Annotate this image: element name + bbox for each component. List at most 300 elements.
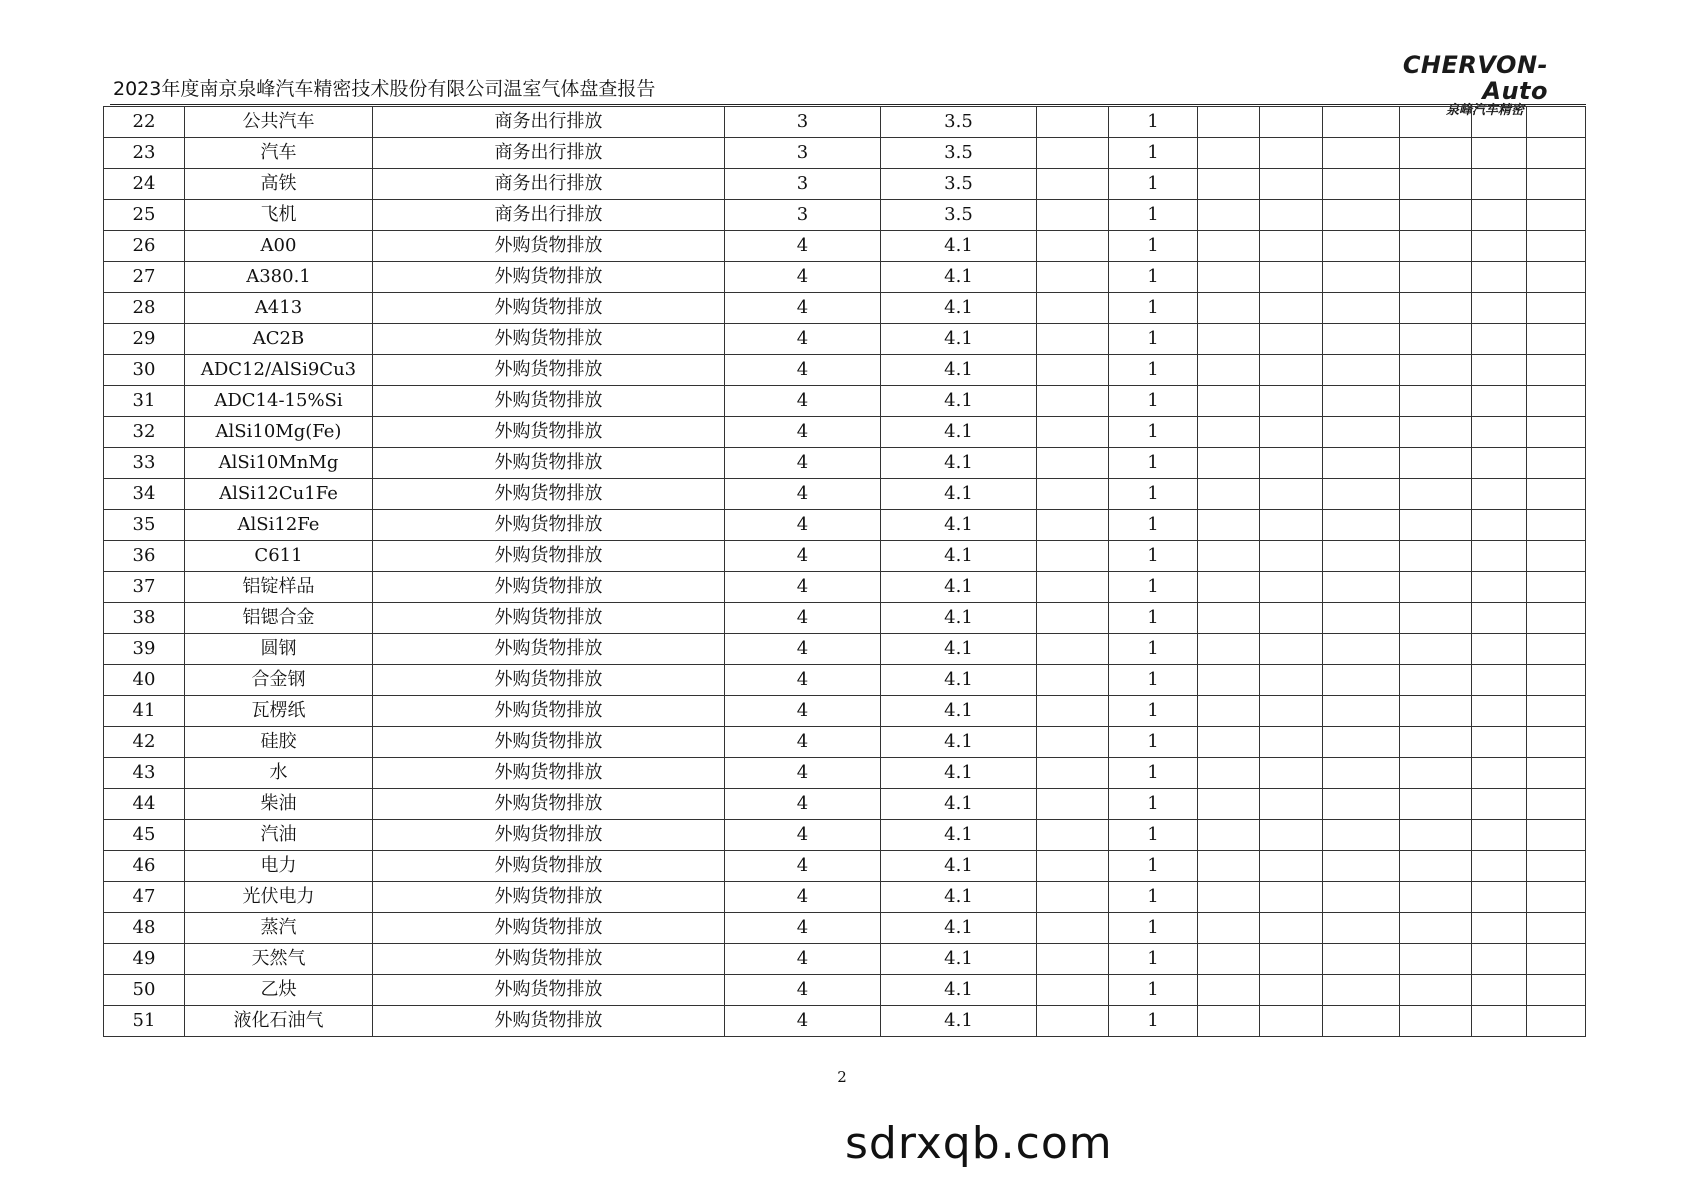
table-cell: 3.5 xyxy=(881,169,1037,200)
table-cell xyxy=(1527,448,1586,479)
table-cell: 4.1 xyxy=(881,603,1037,634)
table-row xyxy=(104,541,1586,572)
table-cell xyxy=(1198,510,1260,541)
table-cell: 外购货物排放 xyxy=(373,820,725,851)
table-cell: 外购货物排放 xyxy=(373,603,725,634)
table-cell: 46 xyxy=(104,851,185,882)
table-cell xyxy=(1472,603,1527,634)
table-cell xyxy=(1472,758,1527,789)
table-cell xyxy=(1260,293,1323,324)
table-cell: 1 xyxy=(1109,696,1198,727)
table-row xyxy=(104,169,1586,200)
table-cell: 4.1 xyxy=(881,1006,1037,1037)
table-cell xyxy=(1260,138,1323,169)
table-cell: 4.1 xyxy=(881,448,1037,479)
table-cell xyxy=(1198,696,1260,727)
table-cell: 外购货物排放 xyxy=(373,324,725,355)
table-cell xyxy=(1472,262,1527,293)
table-cell xyxy=(1400,417,1472,448)
table-cell xyxy=(1400,727,1472,758)
table-cell: 4.1 xyxy=(881,510,1037,541)
table-cell xyxy=(1400,572,1472,603)
table-cell xyxy=(1260,603,1323,634)
table-cell xyxy=(1323,882,1400,913)
table-cell: 1 xyxy=(1109,603,1198,634)
table-cell xyxy=(1198,262,1260,293)
table-cell: 4 xyxy=(725,1006,881,1037)
table-cell xyxy=(1037,789,1109,820)
table-cell: 41 xyxy=(104,696,185,727)
table-cell xyxy=(1037,293,1109,324)
table-cell xyxy=(1323,789,1400,820)
table-cell xyxy=(1198,479,1260,510)
table-cell xyxy=(1198,789,1260,820)
table-cell xyxy=(1037,696,1109,727)
table-cell xyxy=(1472,448,1527,479)
table-cell xyxy=(1527,603,1586,634)
table-cell xyxy=(1198,758,1260,789)
table-cell: 1 xyxy=(1109,262,1198,293)
table-cell xyxy=(1037,355,1109,386)
table-cell xyxy=(1198,975,1260,1006)
table-cell xyxy=(1037,448,1109,479)
table-cell xyxy=(1037,975,1109,1006)
table-cell xyxy=(1472,541,1527,572)
table-cell xyxy=(1472,727,1527,758)
table-cell xyxy=(1472,696,1527,727)
table-row xyxy=(104,262,1586,293)
table-cell xyxy=(1260,510,1323,541)
table-cell: AlSi12Cu1Fe xyxy=(185,479,373,510)
table-cell: 4 xyxy=(725,851,881,882)
table-cell: 4.1 xyxy=(881,665,1037,696)
table-cell: 蒸汽 xyxy=(185,913,373,944)
table-cell xyxy=(1400,1006,1472,1037)
table-row xyxy=(104,200,1586,231)
table-cell: 1 xyxy=(1109,200,1198,231)
table-cell: 外购货物排放 xyxy=(373,262,725,293)
table-cell: 1 xyxy=(1109,138,1198,169)
table-cell xyxy=(1198,324,1260,355)
table-cell xyxy=(1472,479,1527,510)
table-cell xyxy=(1037,262,1109,293)
table-cell xyxy=(1260,665,1323,696)
table-cell xyxy=(1527,293,1586,324)
table-cell: 4 xyxy=(725,975,881,1006)
table-cell xyxy=(1323,448,1400,479)
table-cell: 外购货物排放 xyxy=(373,975,725,1006)
table-cell xyxy=(1260,1006,1323,1037)
table-cell xyxy=(1260,231,1323,262)
table-cell: 4 xyxy=(725,603,881,634)
table-cell: 4.1 xyxy=(881,572,1037,603)
table-cell xyxy=(1198,913,1260,944)
table-cell xyxy=(1527,510,1586,541)
table-row xyxy=(104,138,1586,169)
table-cell: 飞机 xyxy=(185,200,373,231)
table-cell: 25 xyxy=(104,200,185,231)
table-cell xyxy=(1400,882,1472,913)
table-cell xyxy=(1198,293,1260,324)
table-cell xyxy=(1323,944,1400,975)
table-cell: 水 xyxy=(185,758,373,789)
table-cell: 28 xyxy=(104,293,185,324)
table-cell xyxy=(1400,200,1472,231)
table-cell: 电力 xyxy=(185,851,373,882)
table-cell: 4 xyxy=(725,448,881,479)
table-cell: 4 xyxy=(725,727,881,758)
table-cell xyxy=(1472,510,1527,541)
table-row xyxy=(104,634,1586,665)
table-cell: 外购货物排放 xyxy=(373,727,725,758)
table-cell: 4.1 xyxy=(881,634,1037,665)
table-cell: 1 xyxy=(1109,386,1198,417)
table-cell: 瓦楞纸 xyxy=(185,696,373,727)
table-cell: 45 xyxy=(104,820,185,851)
table-cell xyxy=(1037,479,1109,510)
table-cell: 外购货物排放 xyxy=(373,448,725,479)
table-cell: 26 xyxy=(104,231,185,262)
table-cell xyxy=(1472,665,1527,696)
table-cell: C611 xyxy=(185,541,373,572)
table-cell: 4 xyxy=(725,789,881,820)
table-cell xyxy=(1400,541,1472,572)
table-cell: 汽油 xyxy=(185,820,373,851)
table-cell xyxy=(1037,1006,1109,1037)
table-cell: 4.1 xyxy=(881,479,1037,510)
table-cell: 4 xyxy=(725,634,881,665)
table-row xyxy=(104,293,1586,324)
table-cell xyxy=(1323,479,1400,510)
table-cell xyxy=(1323,975,1400,1006)
page-number: 2 xyxy=(837,1068,847,1086)
table-cell xyxy=(1472,200,1527,231)
table-cell: 4.1 xyxy=(881,696,1037,727)
table-cell: 34 xyxy=(104,479,185,510)
table-cell: 22 xyxy=(104,107,185,138)
table-cell xyxy=(1260,107,1323,138)
table-cell: 液化石油气 xyxy=(185,1006,373,1037)
table-cell: 1 xyxy=(1109,975,1198,1006)
table-cell: 商务出行排放 xyxy=(373,200,725,231)
table-cell: 4 xyxy=(725,944,881,975)
table-cell: 外购货物排放 xyxy=(373,789,725,820)
table-cell xyxy=(1198,138,1260,169)
table-cell xyxy=(1472,324,1527,355)
table-cell: 4.1 xyxy=(881,944,1037,975)
table-row xyxy=(104,355,1586,386)
table-cell: 3.5 xyxy=(881,200,1037,231)
table-cell xyxy=(1323,200,1400,231)
table-cell xyxy=(1037,324,1109,355)
table-cell: 商务出行排放 xyxy=(373,107,725,138)
table-cell: 42 xyxy=(104,727,185,758)
table-cell: 37 xyxy=(104,572,185,603)
table-cell xyxy=(1527,386,1586,417)
table-cell xyxy=(1472,355,1527,386)
table-cell xyxy=(1037,231,1109,262)
table-cell xyxy=(1472,417,1527,448)
table-cell xyxy=(1260,975,1323,1006)
table-cell: 1 xyxy=(1109,355,1198,386)
table-cell: 4.1 xyxy=(881,231,1037,262)
table-cell: 天然气 xyxy=(185,944,373,975)
table-cell xyxy=(1527,231,1586,262)
table-row xyxy=(104,448,1586,479)
table-cell: 30 xyxy=(104,355,185,386)
table-cell: ADC12/AlSi9Cu3 xyxy=(185,355,373,386)
table-cell xyxy=(1260,882,1323,913)
table-cell xyxy=(1260,572,1323,603)
table-cell: 3 xyxy=(725,138,881,169)
table-cell: 32 xyxy=(104,417,185,448)
table-cell xyxy=(1198,541,1260,572)
table-cell: 硅胶 xyxy=(185,727,373,758)
table-cell xyxy=(1198,200,1260,231)
table-cell: 外购货物排放 xyxy=(373,665,725,696)
table-cell xyxy=(1400,231,1472,262)
table-cell xyxy=(1527,634,1586,665)
table-cell xyxy=(1472,944,1527,975)
table-cell: 外购货物排放 xyxy=(373,479,725,510)
table-cell xyxy=(1472,913,1527,944)
table-row xyxy=(104,107,1586,138)
table-cell: 4 xyxy=(725,293,881,324)
table-cell xyxy=(1400,665,1472,696)
table-cell: 24 xyxy=(104,169,185,200)
table-cell xyxy=(1472,975,1527,1006)
table-cell: 4.1 xyxy=(881,727,1037,758)
table-cell xyxy=(1472,386,1527,417)
table-cell: 外购货物排放 xyxy=(373,355,725,386)
table-cell: ADC14-15%Si xyxy=(185,386,373,417)
table-cell xyxy=(1198,820,1260,851)
report-title: 2023年度南京泉峰汽车精密技术股份有限公司温室气体盘查报告 xyxy=(113,78,656,100)
table-cell xyxy=(1323,231,1400,262)
table-cell: 29 xyxy=(104,324,185,355)
table-cell xyxy=(1260,789,1323,820)
table-row xyxy=(104,665,1586,696)
table-row xyxy=(104,789,1586,820)
table-cell xyxy=(1527,262,1586,293)
table-cell xyxy=(1323,572,1400,603)
table-cell: 4.1 xyxy=(881,820,1037,851)
table-cell: 49 xyxy=(104,944,185,975)
table-cell xyxy=(1037,386,1109,417)
table-cell xyxy=(1037,572,1109,603)
table-cell xyxy=(1400,448,1472,479)
table-cell xyxy=(1323,634,1400,665)
table-cell: A380.1 xyxy=(185,262,373,293)
header-divider xyxy=(110,104,1586,105)
table-cell: 1 xyxy=(1109,169,1198,200)
table-cell xyxy=(1400,603,1472,634)
table-row xyxy=(104,758,1586,789)
table-cell: 35 xyxy=(104,510,185,541)
table-cell: 汽车 xyxy=(185,138,373,169)
table-cell xyxy=(1527,138,1586,169)
table-cell xyxy=(1527,200,1586,231)
table-cell: 铝锭样品 xyxy=(185,572,373,603)
table-cell xyxy=(1323,758,1400,789)
table-cell: AlSi10MnMg xyxy=(185,448,373,479)
table-cell xyxy=(1260,851,1323,882)
table-cell xyxy=(1323,355,1400,386)
table-cell: 48 xyxy=(104,913,185,944)
table-cell: 3 xyxy=(725,169,881,200)
table-cell xyxy=(1472,851,1527,882)
table-cell: 4.1 xyxy=(881,386,1037,417)
table-cell xyxy=(1323,665,1400,696)
table-cell xyxy=(1323,820,1400,851)
table-cell: 4.1 xyxy=(881,355,1037,386)
table-cell xyxy=(1472,882,1527,913)
table-cell: 4 xyxy=(725,882,881,913)
logo-wordmark: CHERVON-Auto xyxy=(1402,51,1548,105)
table-row xyxy=(104,572,1586,603)
table-cell: 4.1 xyxy=(881,262,1037,293)
table-cell: 4 xyxy=(725,913,881,944)
table-cell xyxy=(1323,696,1400,727)
table-cell xyxy=(1400,851,1472,882)
table-cell: AC2B xyxy=(185,324,373,355)
table-cell: 4 xyxy=(725,510,881,541)
table-cell xyxy=(1472,1006,1527,1037)
table-cell: 44 xyxy=(104,789,185,820)
table-cell xyxy=(1527,324,1586,355)
table-cell: 1 xyxy=(1109,324,1198,355)
table-cell xyxy=(1323,851,1400,882)
table-cell xyxy=(1472,231,1527,262)
table-cell xyxy=(1037,665,1109,696)
emission-sources-table xyxy=(103,103,1586,1037)
table-cell: 外购货物排放 xyxy=(373,944,725,975)
table-cell: 4 xyxy=(725,386,881,417)
table-cell xyxy=(1400,944,1472,975)
table-cell xyxy=(1323,1006,1400,1037)
table-cell: 1 xyxy=(1109,851,1198,882)
table-cell xyxy=(1472,138,1527,169)
table-cell: 3.5 xyxy=(881,138,1037,169)
table-cell xyxy=(1323,913,1400,944)
table-cell xyxy=(1472,107,1527,138)
table-cell: 外购货物排放 xyxy=(373,882,725,913)
table-cell: 4 xyxy=(725,355,881,386)
table-cell xyxy=(1527,665,1586,696)
table-cell: 商务出行排放 xyxy=(373,169,725,200)
table-cell: 40 xyxy=(104,665,185,696)
table-cell: 外购货物排放 xyxy=(373,572,725,603)
table-cell: 4.1 xyxy=(881,975,1037,1006)
table-cell xyxy=(1260,944,1323,975)
table-cell: 1 xyxy=(1109,417,1198,448)
table-cell: 4.1 xyxy=(881,758,1037,789)
table-cell: 33 xyxy=(104,448,185,479)
table-cell: 36 xyxy=(104,541,185,572)
table-cell xyxy=(1527,727,1586,758)
table-cell: 柴油 xyxy=(185,789,373,820)
table-cell: 4 xyxy=(725,696,881,727)
table-cell: 39 xyxy=(104,634,185,665)
table-cell: AlSi10Mg(Fe) xyxy=(185,417,373,448)
table-cell xyxy=(1198,603,1260,634)
table-cell xyxy=(1198,107,1260,138)
table-cell xyxy=(1400,386,1472,417)
table-cell xyxy=(1323,169,1400,200)
table-cell xyxy=(1198,231,1260,262)
table-cell xyxy=(1323,541,1400,572)
table-cell xyxy=(1400,913,1472,944)
site-watermark: sdrxqb.com xyxy=(845,1118,1113,1169)
table-cell xyxy=(1260,634,1323,665)
table-cell xyxy=(1472,169,1527,200)
table-cell: 3.5 xyxy=(881,107,1037,138)
table-cell: 光伏电力 xyxy=(185,882,373,913)
table-cell: 外购货物排放 xyxy=(373,293,725,324)
table-cell xyxy=(1400,634,1472,665)
table-cell: 外购货物排放 xyxy=(373,696,725,727)
table-cell xyxy=(1260,541,1323,572)
table-row xyxy=(104,386,1586,417)
table-cell: 外购货物排放 xyxy=(373,913,725,944)
table-cell: 1 xyxy=(1109,572,1198,603)
table-cell: 1 xyxy=(1109,758,1198,789)
table-cell xyxy=(1037,541,1109,572)
table-cell: 1 xyxy=(1109,634,1198,665)
table-cell: 31 xyxy=(104,386,185,417)
table-cell xyxy=(1037,944,1109,975)
table-cell xyxy=(1198,634,1260,665)
table-cell: 公共汽车 xyxy=(185,107,373,138)
table-cell xyxy=(1527,417,1586,448)
table-cell: 4.1 xyxy=(881,789,1037,820)
table-cell xyxy=(1472,820,1527,851)
table-cell xyxy=(1323,293,1400,324)
table-cell xyxy=(1037,603,1109,634)
table-row xyxy=(104,417,1586,448)
table-cell xyxy=(1400,262,1472,293)
table-cell xyxy=(1400,293,1472,324)
table-cell: 4 xyxy=(725,541,881,572)
table-cell: 外购货物排放 xyxy=(373,541,725,572)
table-cell xyxy=(1400,820,1472,851)
table-cell xyxy=(1472,293,1527,324)
table-cell: 乙炔 xyxy=(185,975,373,1006)
table-cell xyxy=(1260,479,1323,510)
table-row xyxy=(104,851,1586,882)
table-cell xyxy=(1400,138,1472,169)
table-cell xyxy=(1527,975,1586,1006)
table-cell: 27 xyxy=(104,262,185,293)
table-cell xyxy=(1198,572,1260,603)
table-cell xyxy=(1323,510,1400,541)
table-cell xyxy=(1198,386,1260,417)
table-cell: 1 xyxy=(1109,479,1198,510)
table-row xyxy=(104,913,1586,944)
table-cell xyxy=(1260,727,1323,758)
table-cell xyxy=(1198,1006,1260,1037)
table-cell xyxy=(1400,758,1472,789)
table-cell: 47 xyxy=(104,882,185,913)
table-cell xyxy=(1037,758,1109,789)
table-row xyxy=(104,696,1586,727)
table-cell: 1 xyxy=(1109,448,1198,479)
table-cell xyxy=(1260,324,1323,355)
table-row xyxy=(104,727,1586,758)
table-cell xyxy=(1260,913,1323,944)
table-cell: 4 xyxy=(725,758,881,789)
table-cell xyxy=(1260,758,1323,789)
